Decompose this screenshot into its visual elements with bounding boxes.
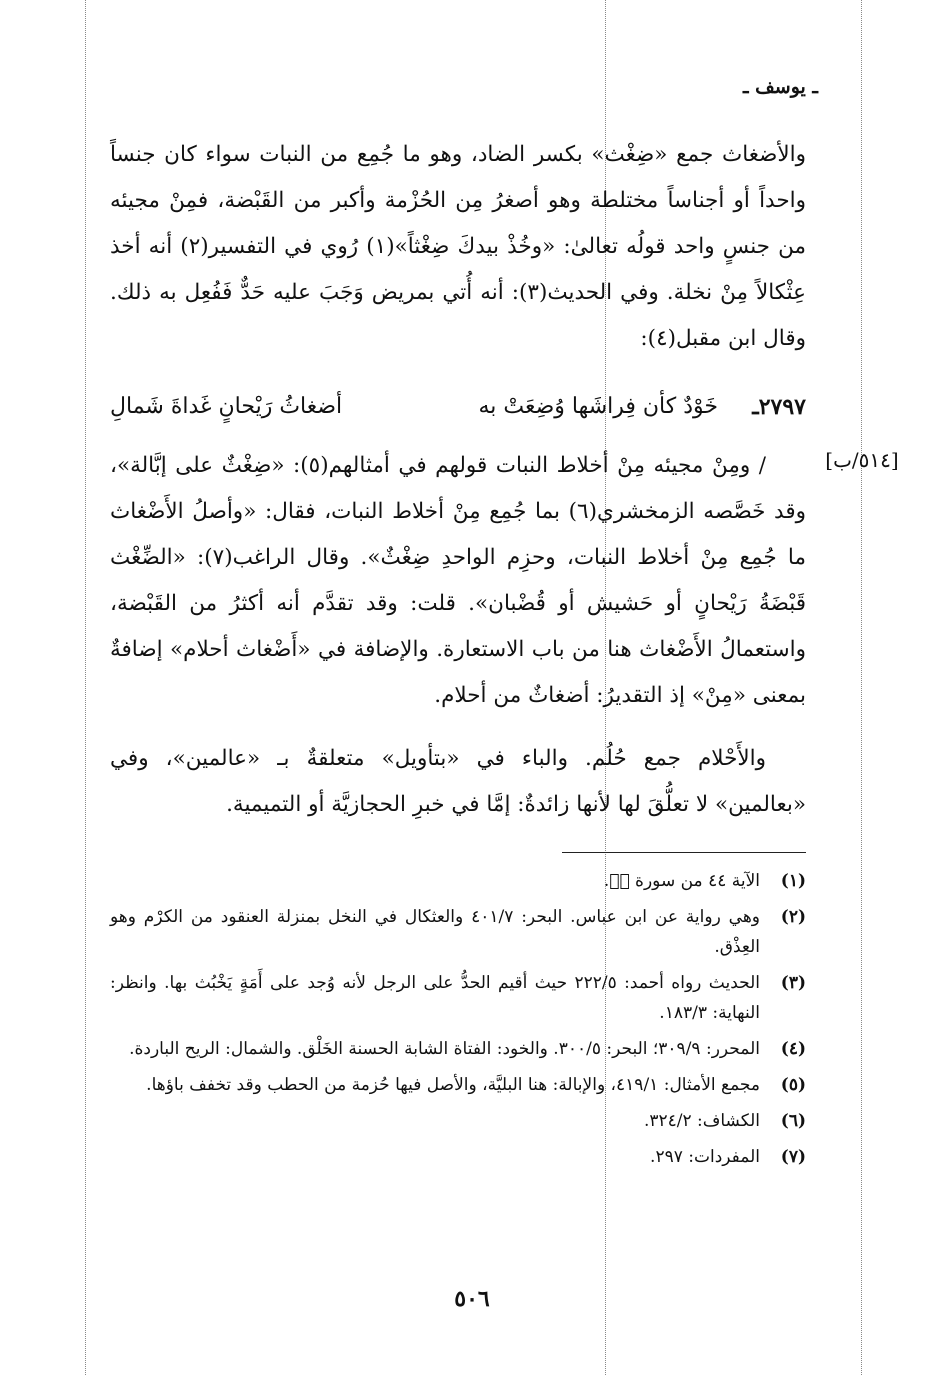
footnote-text: مجمع الأمثال: ٤١٩/١، والإبالة: هنا البليَّة، والأصل فيها حُزمة من الحطب وقد تخفف باؤها.	[146, 1075, 760, 1095]
verse-number: ٢٧٩٧ـ	[752, 394, 806, 420]
verse-hemistich-2: أضغاثُ رَيْحانٍ غَداةَ شَمالِ	[110, 394, 343, 419]
footnote	[110, 1034, 806, 1064]
footnote	[110, 1070, 806, 1100]
footnote-number: (٢)	[780, 907, 806, 927]
footnote-text: المحرر: ٣٠٩/٩؛ البحر: ٣٠٠/٥. والخود: الفتاة الشابة الحسنة الخَلْق. والشمال: الريح الباردة.	[129, 1039, 760, 1059]
footnotes	[110, 866, 806, 1178]
poetry-verse	[110, 384, 806, 430]
running-header: ـ يوسف ـ	[742, 76, 818, 98]
paragraph-1: والأضغاث جمع «ضِغْث» بكسر الضاد، وهو ما جُمِع من النبات سواء كان جنساً واحداً أو أجناساً مختلطة وهو أصغرُ مِن الحُزْمة وأكبر من القَبْضة، فمِنْ مجيئه من جنسٍ واحد قولُه تعالىٰ: «وخُذْ بيدكَ ضِغْثاً»(١) رُوي في التفسير(٢) أنه أخذ عِثْكالاً مِنْ نخلة. وفي الحديث(٣): أنه أُتي بمريض وَجَبَ عليه حَدٌّ فَفُعِل به ذلك. وقال ابن مقبل(٤):	[110, 142, 806, 351]
footnote-text: الكشاف: ٣٢٤/٢.	[643, 1111, 760, 1131]
footnote	[110, 1106, 806, 1136]
footnote-number: (٤)	[780, 1039, 806, 1059]
paragraph-2: / ومِنْ مجيئه مِنْ أخلاط النبات قولهم في أمثالهم(٥): «ضِغْثٌ على إبَّالة»، وقد خَصَّصه الزمخشري(٦) بما جُمِع مِنْ أخلاط النبات، فقال: «وأصلُ الأَضْغاث ما جُمِع مِنْ أخلاط النبات، وحزِم الواحدِ ضِغْثٌ». وقال الراغب(٧): «الضِّغْث قَبْضَةُ رَيْحانٍ أو حَشيش أو قُضْبان». قلت: وقد تقدَّم أنه أكثرُ من القَبْضة، واستعمالُ الأَضْغاث هنا من باب الاستعارة. والإضافة في «أَضْغاث أحلام» إضافةٌ بمعنى «مِنْ» إذ التقديرُ: أضغاثٌ من أحلام.	[110, 453, 806, 708]
footnote-text: الآية ٤٤ من سورة صۤ.	[603, 871, 760, 891]
footnote-text: المفردات: ٢٩٧.	[650, 1147, 760, 1167]
footnote-text: وهي رواية عن ابن عباس. البحر: ٤٠١/٧ والعثكال في النخل بمنزلة العنقود من الكرْم وهو العِذْق.	[110, 907, 760, 957]
footnote	[110, 902, 806, 962]
footnote	[110, 866, 806, 896]
footnote-number: (٣)	[780, 973, 806, 993]
footnote	[110, 968, 806, 1028]
footnote-number: (٧)	[780, 1147, 806, 1167]
footnote-number: (٥)	[780, 1075, 806, 1095]
footnote-number: (٦)	[780, 1111, 806, 1131]
paragraph-3: والأَحْلام جمع حُلُم. والباء في «بتأويل» متعلقةٌ بـ «عالمين»، وفي «بعالمين» لا تعلُّقَ لها لأنها زائدةٌ: إمَّا في خبرِ الحجازيَّة أو التميمية.	[110, 746, 806, 817]
verse-hemistich-1: خَوْدٌ كأن فِراشَها وُضِعَتْ به	[478, 394, 718, 419]
page-number: ٥٠٦	[454, 1286, 490, 1312]
footnote-separator	[562, 852, 806, 853]
footnote-text: الحديث رواه أحمد: ٢٢٢/٥ حيث أقيم الحدُّ على الرجل لأنه وُجد على أَمَةٍ يَخْبُث بها. وانظر: النهاية: ١٨٣/٣.	[110, 973, 760, 1023]
manuscript-folio-ref: [٥١٤/ب]	[825, 448, 899, 472]
footnote	[110, 1142, 806, 1172]
footnote-number: (١)	[780, 871, 806, 891]
